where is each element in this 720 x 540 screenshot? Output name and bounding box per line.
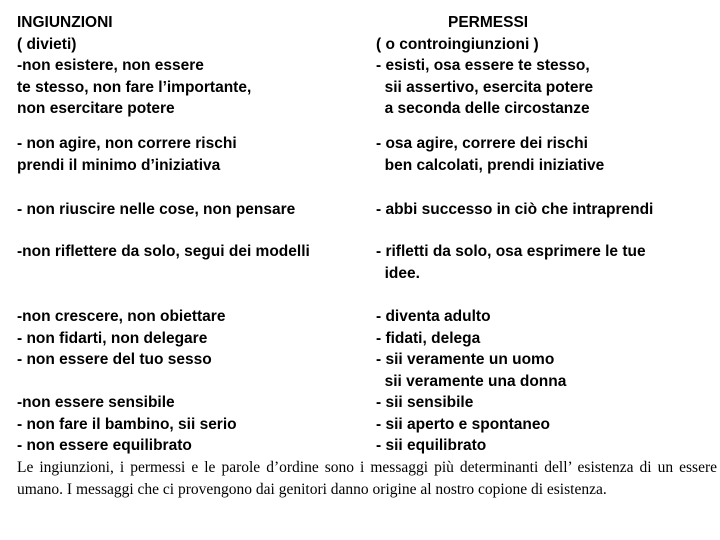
permessi-title: PERMESSI xyxy=(448,14,529,31)
ingiunzione-row-1: -non esistere, non essere te stesso, non fare l’importante, non esercitare potere xyxy=(17,57,252,117)
ingiunzioni-title: INGIUNZIONI xyxy=(17,14,113,31)
permesso-row-4: - rifletti da solo, osa esprimere le tue idee. xyxy=(376,243,646,282)
permesso-row-5: - diventa adulto - fidati, delega - sii veramente un uomo sii veramente una donna xyxy=(376,308,567,390)
permesso-row-1: - esisti, osa essere te stesso, sii assertivo, esercita potere a seconda delle circostanze xyxy=(376,57,594,117)
permesso-row-2: - osa agire, correre dei rischi ben calcolati, prendi iniziative xyxy=(376,135,605,174)
ingiunzione-row-5: -non crescere, non obiettare - non fidarti, non delegare - non essere del tuo sesso xyxy=(17,308,226,368)
ingiunzione-row-3: - non riuscire nelle cose, non pensare xyxy=(17,201,296,218)
ingiunzione-row-6: -non essere sensibile - non fare il bambino, sii serio - non essere equilibrato xyxy=(17,394,237,454)
permesso-row-3: - abbi successo in ciò che intraprendi xyxy=(376,201,654,218)
permesso-row-6: - sii sensibile - sii aperto e spontaneo - sii equilibrato xyxy=(376,394,550,454)
left-column-header xyxy=(17,12,113,55)
footer-paragraph: Le ingiunzioni, i permessi e le parole d’ordine sono i messaggi più determinanti dell’ esistenza di un essere umano. I messaggi che ci provengono dai genitori danno origine al nostro copione di esistenza. xyxy=(17,459,717,498)
ingiunzione-row-4: -non riflettere da solo, segui dei modelli xyxy=(17,243,310,260)
ingiunzioni-subtitle: ( divieti) xyxy=(17,35,77,53)
permessi-subtitle: ( o controingiunzioni ) xyxy=(376,35,539,53)
ingiunzione-row-2: - non agire, non correre rischi prendi il minimo d’iniziativa xyxy=(17,135,237,174)
